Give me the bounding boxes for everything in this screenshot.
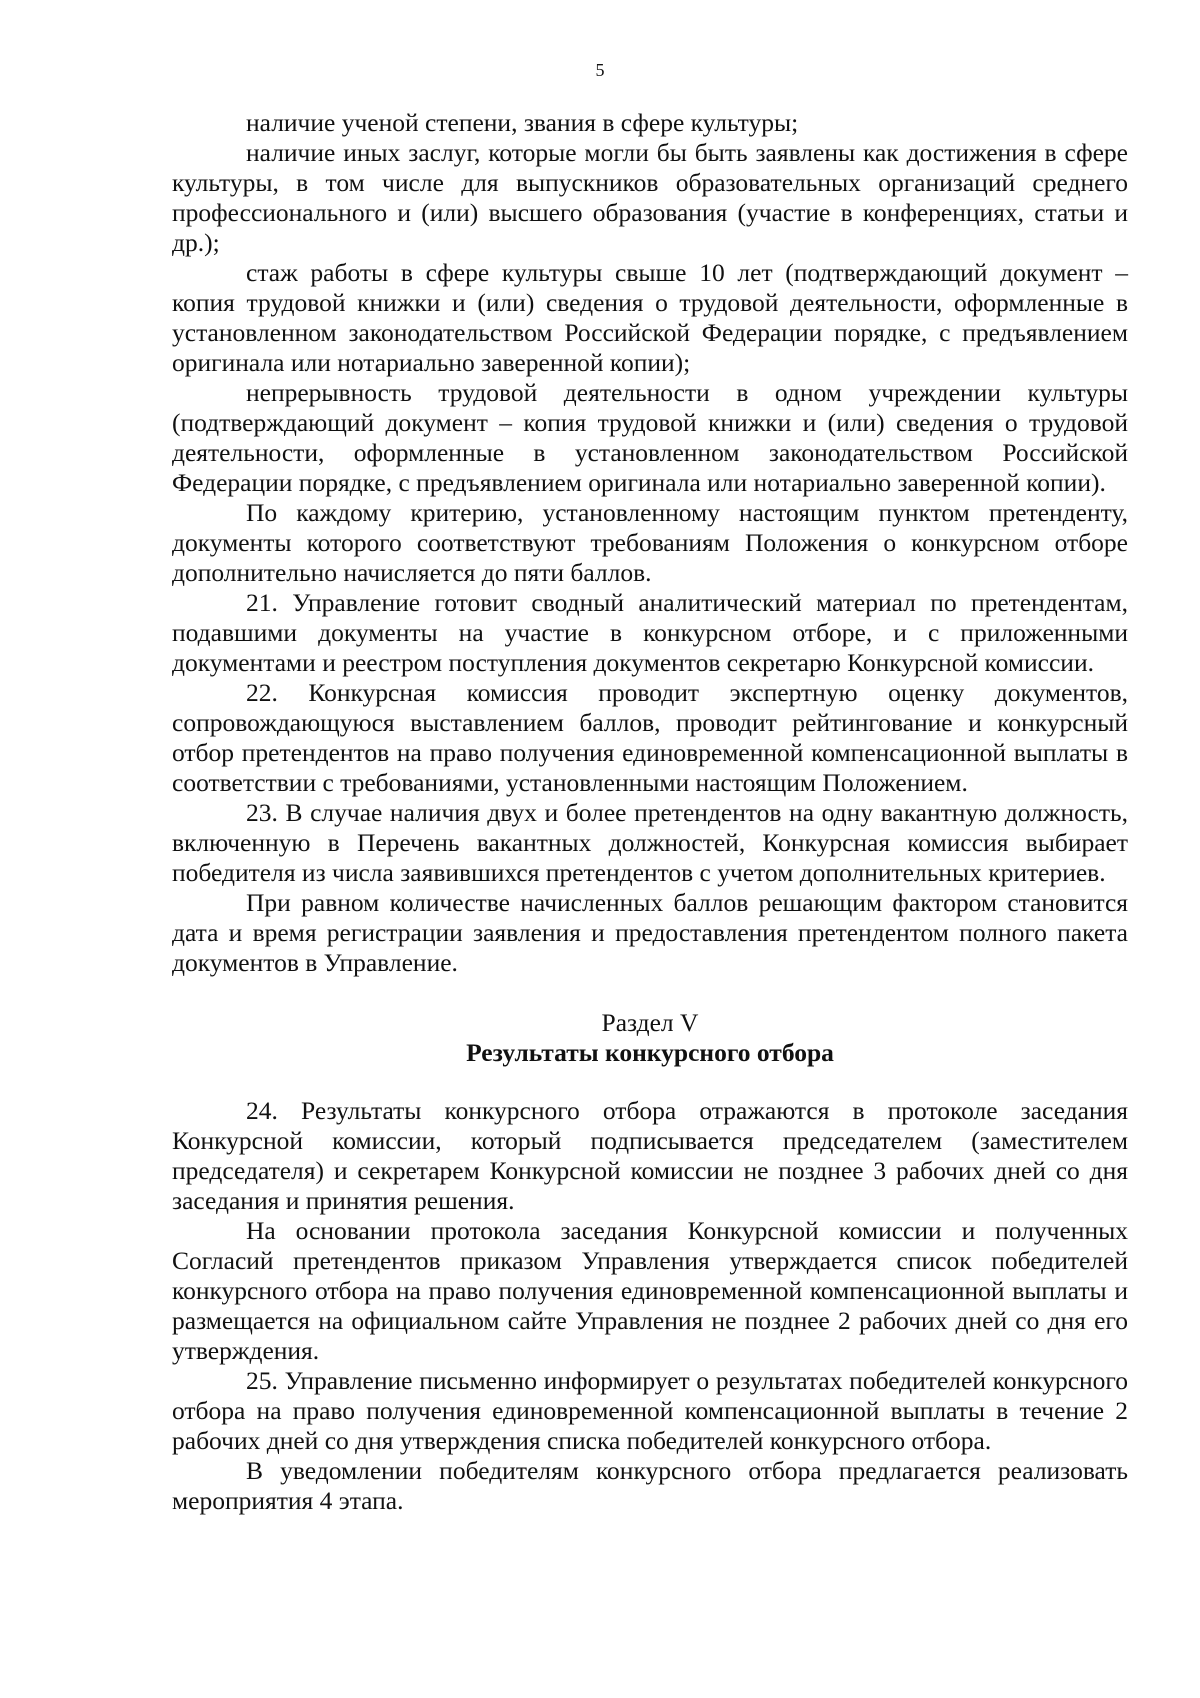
paragraph-work-experience: стаж работы в сфере культуры свыше 10 лет (подтверждающий документ – копия трудовой книжки и (или) сведения о трудовой деятельности, оформленные в установленном законодательством Российской Федерации порядке, с предъявлением оригинала или нотариально заверенной копии);: [172, 258, 1128, 377]
paragraph-tie-breaker: При равном количестве начисленных баллов решающим фактором становится дата и время регистрации заявления и предоставления претендентом полного пакета документов в Управление.: [172, 888, 1128, 977]
paragraph-other-merits: наличие иных заслуг, которые могли бы быть заявлены как достижения в сфере культуры, в том числе для выпускников образовательных организаций среднего профессионального и (или) высшего образования (участие в конференциях, статьи и др.);: [172, 138, 1128, 257]
document-body-after-section: [172, 1096, 1128, 1516]
paragraph-academic-degree: наличие ученой степени, звания в сфере культуры;: [246, 108, 799, 137]
paragraph-clause-22: 22. Конкурсная комиссия проводит экспертную оценку документов, сопровождающуюся выставлением баллов, проводит рейтингование и конкурсный отбор претендентов на право получения единовременной компенсационной выплаты в соответствии с требованиями, установленными настоящим Положением.: [172, 678, 1128, 797]
section-heading: [172, 1008, 1128, 1068]
paragraph-winner-notification: В уведомлении победителям конкурсного отбора предлагается реализовать мероприятия 4 этапа.: [172, 1456, 1128, 1515]
paragraph-winners-list: На основании протокола заседания Конкурсной комиссии и полученных Согласий претендентов приказом Управления утверждается список победителей конкурсного отбора на право получения единовременной компенсационной выплаты и размещается на официальном сайте Управления не позднее 2 рабочих дней со дня его утверждения.: [172, 1216, 1128, 1365]
paragraph-clause-21: 21. Управление готовит сводный аналитический материал по претендентам, подавшими документы на участие в конкурсном отборе, и с приложенными документами и реестром поступления документов секретарю Конкурсной комиссии.: [172, 588, 1128, 677]
section-title: Результаты конкурсного отбора: [466, 1038, 834, 1067]
paragraph-continuous-employment: непрерывность трудовой деятельности в одном учреждении культуры (подтверждающий документ – копия трудовой книжки и (или) сведения о трудовой деятельности, оформленные в установленном законодательством Российской Федерации порядке, с предъявлением оригинала или нотариально заверенной копии).: [172, 378, 1128, 497]
paragraph-clause-25: 25. Управление письменно информирует о результатах победителей конкурсного отбора на право получения единовременной компенсационной выплаты в течение 2 рабочих дней со дня утверждения списка победителей конкурсного отбора.: [172, 1366, 1128, 1455]
section-label: Раздел V: [601, 1008, 699, 1037]
paragraph-clause-23: 23. В случае наличия двух и более претендентов на одну вакантную должность, включенную в Перечень вакантных должностей, Конкурсная комиссия выбирает победителя из числа заявившихся претендентов с учетом дополнительных критериев.: [172, 798, 1128, 887]
paragraph-clause-24: 24. Результаты конкурсного отбора отражаются в протоколе заседания Конкурсной комиссии, который подписывается председателем (заместителем председателя) и секретарем Конкурсной комиссии не позднее 3 рабочих дней со дня заседания и принятия решения.: [172, 1096, 1128, 1215]
page-number: 5: [595, 60, 605, 80]
paragraph-criteria-points: По каждому критерию, установленному настоящим пунктом претенденту, документы которого соответствуют требованиям Положения о конкурсном отборе дополнительно начисляется до пяти баллов.: [172, 498, 1128, 587]
document-body-before-section: [172, 108, 1128, 978]
